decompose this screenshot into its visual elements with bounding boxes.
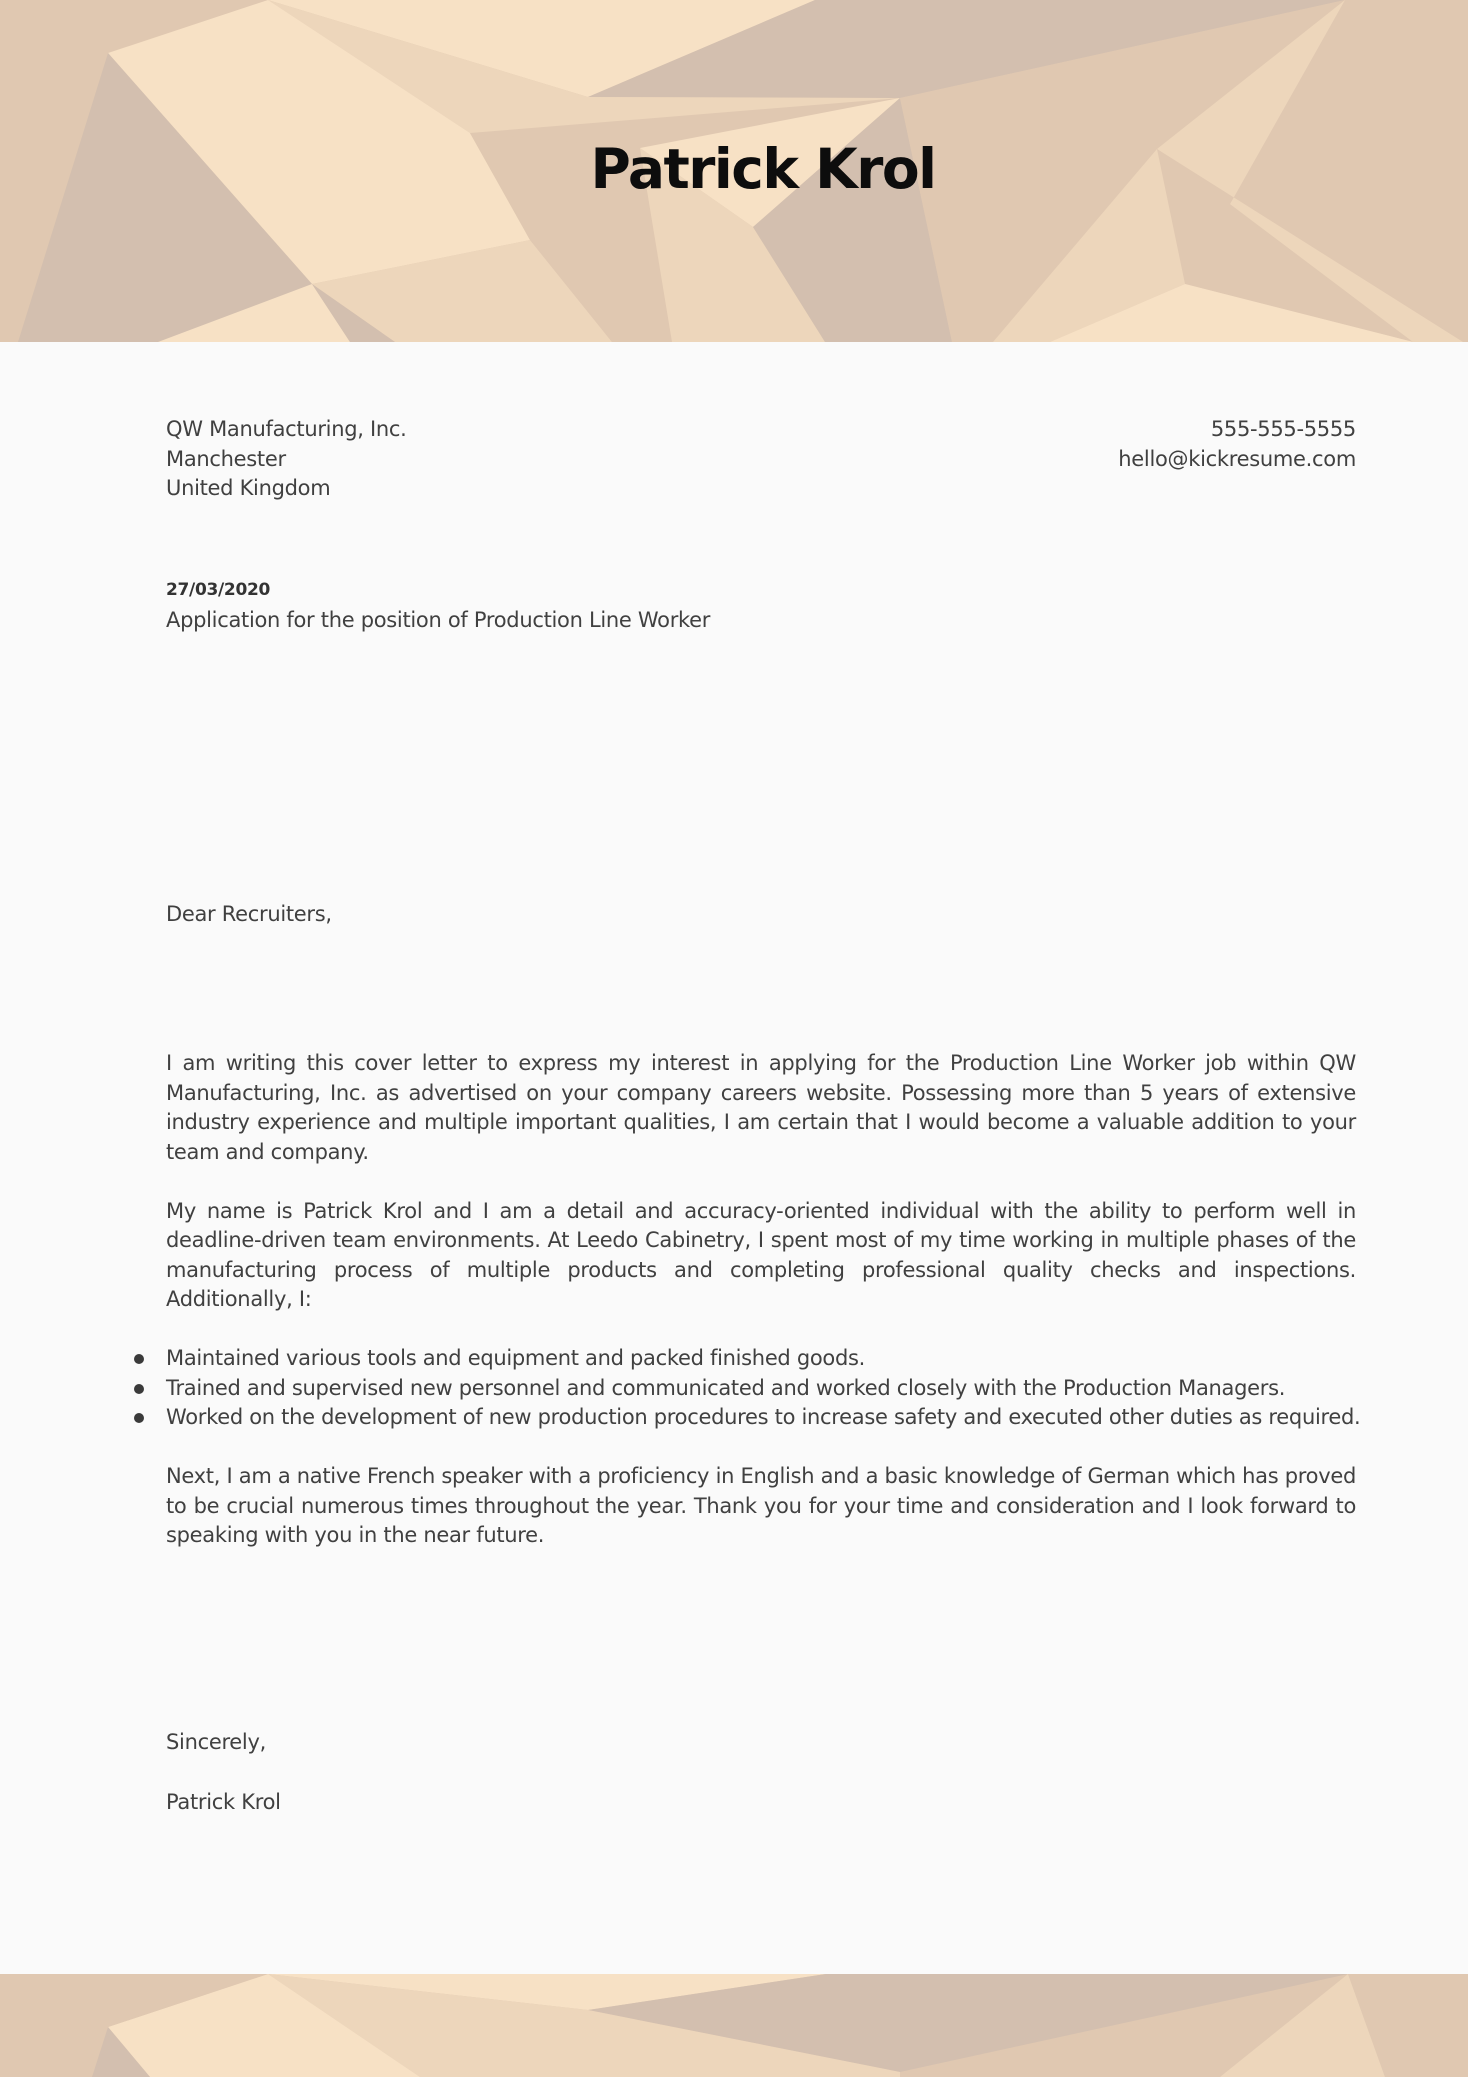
list-item	[166, 1344, 1356, 1374]
recipient-company: QW Manufacturing, Inc.	[166, 417, 407, 441]
phone-number: 555-555-5555	[1210, 417, 1356, 441]
recipient-city: Manchester	[166, 446, 286, 471]
body-paragraph-closing: Next, I am a native French speaker with a proficiency in English and a basic knowledge of German which has proved to be crucial numerous times throughout the year. Thank you for your time and consideration and I look forward to speaking with you in the near future.	[166, 1464, 1356, 1547]
body-paragraph-experience: My name is Patrick Krol and I am a detail and accuracy-oriented individual with the ability to perform well in deadline-driven team environments. At Leedo Cabinetry, I spent most of my time working in multiple phases of the manufacturing process of multiple products and completing professional quality checks and inspections. Additionally, I:	[166, 1198, 1356, 1311]
bullet-icon	[134, 1413, 144, 1423]
list-item	[166, 1403, 1361, 1433]
email-address[interactable]: hello@kickresume.com	[1118, 446, 1356, 471]
letter-date: 27/03/2020	[166, 580, 271, 600]
low-poly-footer-graphic	[0, 1974, 1468, 2077]
recipient-country: United Kingdom	[166, 476, 331, 500]
applicant-name-heading: Patrick Krol	[590, 137, 936, 201]
list-item-text: Trained and supervised new personnel and communicated and worked closely with the Production Managers.	[166, 1375, 1286, 1400]
letter-subject: Application for the position of Production Line Worker	[166, 608, 711, 632]
letter-greeting: Dear Recruiters,	[166, 902, 332, 926]
footer-banner	[0, 1974, 1468, 2077]
bullet-icon	[134, 1384, 144, 1394]
list-item-text: Maintained various tools and equipment and packed finished goods.	[166, 1346, 866, 1370]
achievements-list	[166, 1344, 1361, 1433]
body-paragraph-intro: I am writing this cover letter to express my interest in applying for the Production Line Worker job within QW Manufacturing, Inc. as advertised on your company careers website. Possessing more than 5 years of extensive industry experience and multiple important qualities, I am certain that I would become a valuable addition to your team and company.	[166, 1051, 1356, 1164]
sender-contact	[166, 415, 1356, 474]
list-item	[166, 1374, 1356, 1404]
list-item-text: Worked on the development of new production procedures to increase safety and executed other duties as required.	[166, 1405, 1361, 1429]
letter-closing: Sincerely,	[166, 1730, 266, 1754]
letter-signature: Patrick Krol	[166, 1790, 281, 1814]
bullet-icon	[134, 1354, 144, 1364]
letter-body	[166, 1049, 1361, 1580]
